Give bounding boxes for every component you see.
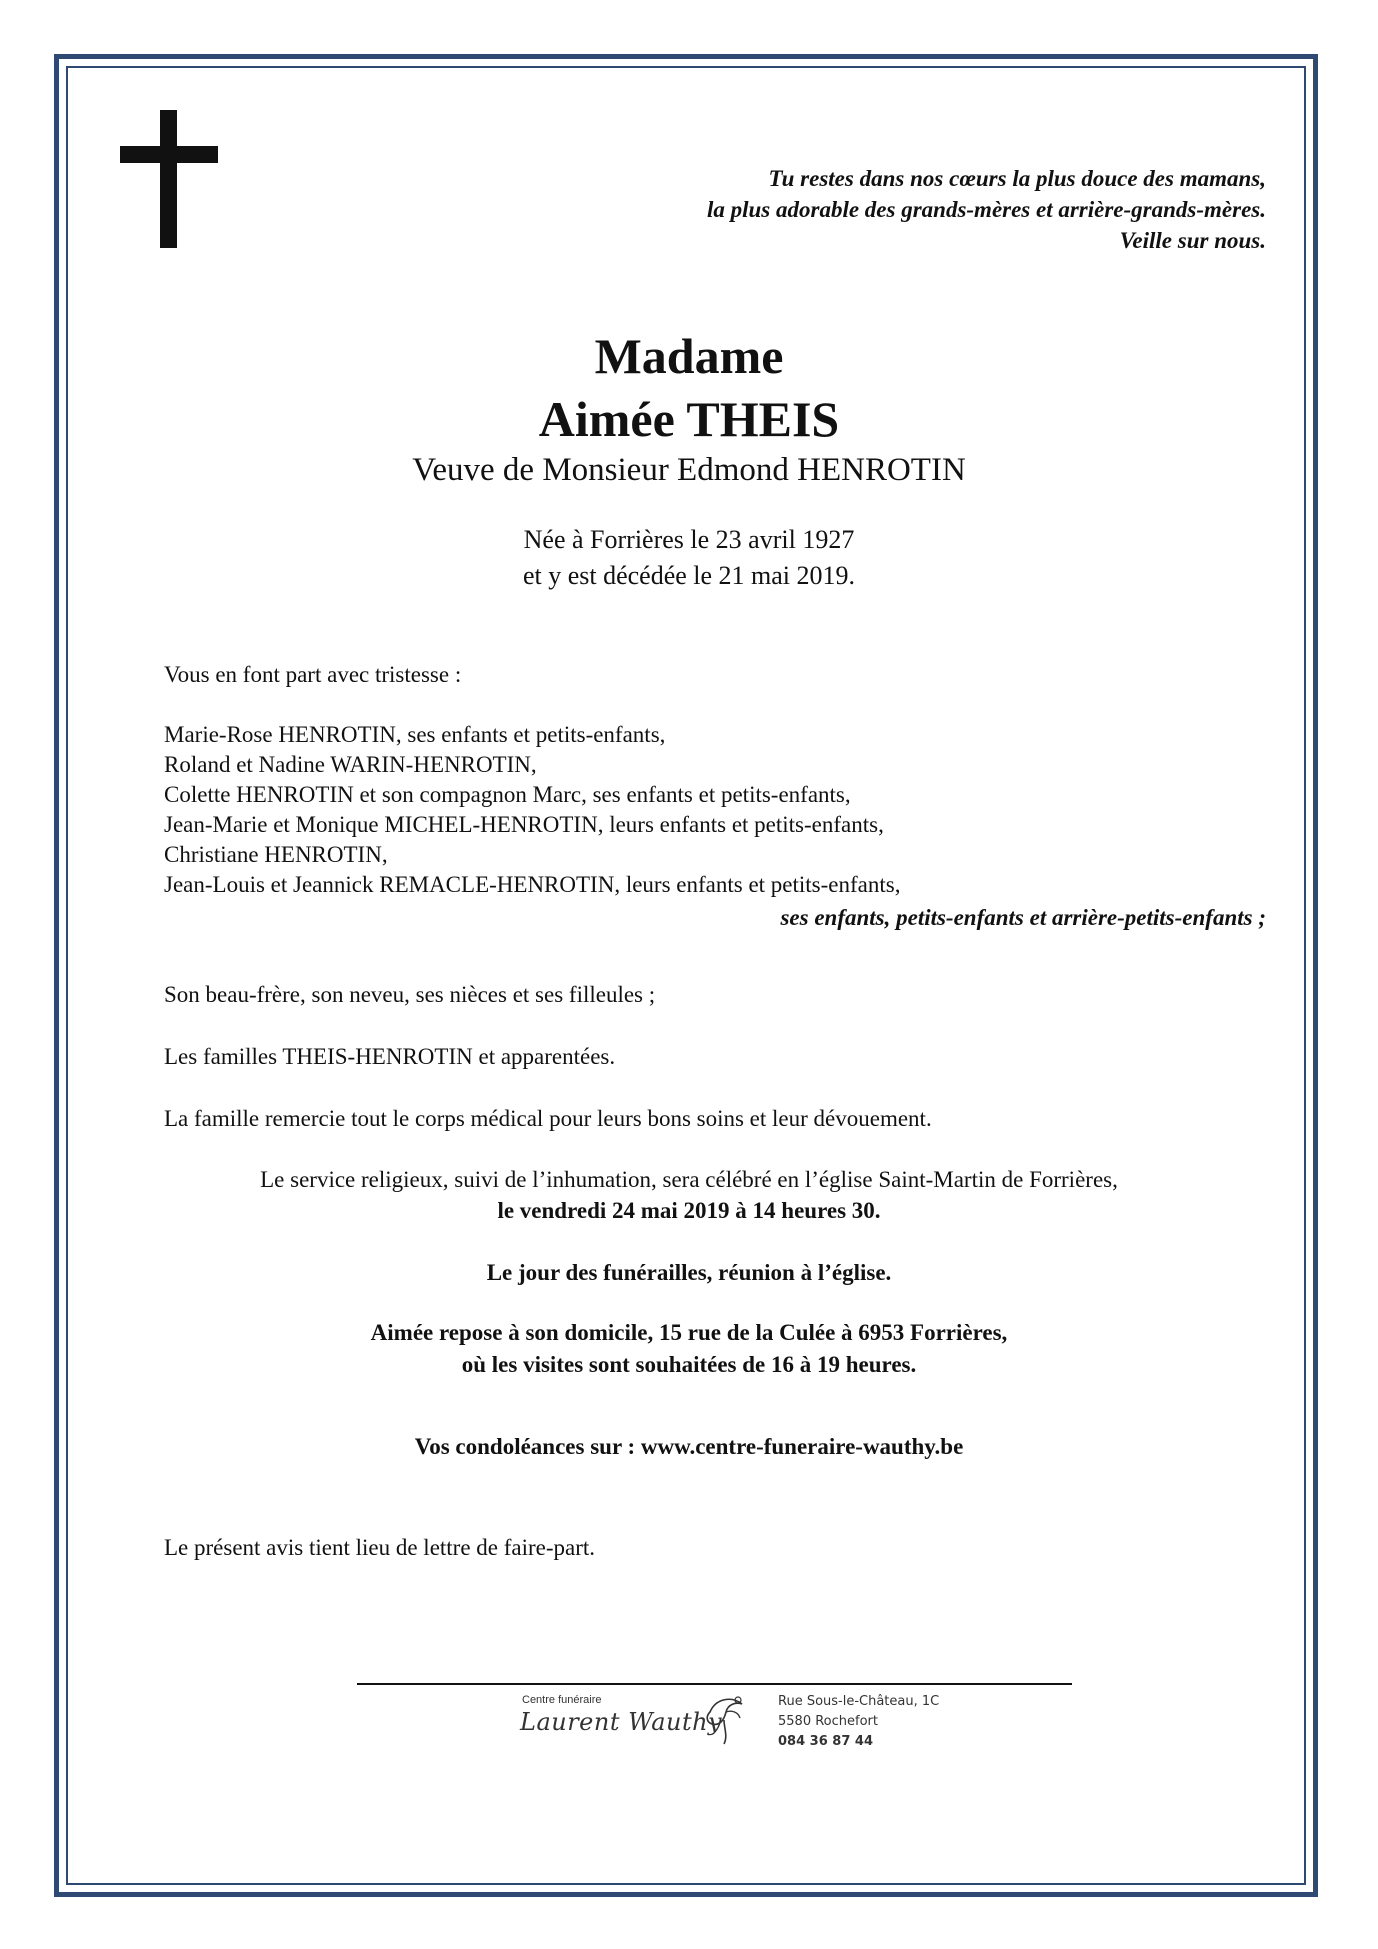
funeral-home-address (778, 1692, 939, 1752)
meeting-info: Le jour des funérailles, réunion à l’église. (486, 1260, 892, 1285)
logo-label: Centre funéraire (522, 1694, 602, 1706)
latin-cross-icon (120, 110, 218, 248)
death-info: et y est décédée le 21 mai 2019. (522, 561, 856, 590)
epigraph-line: la plus adorable des grands-mères et arrière-grands-mères. (706, 197, 1266, 222)
thanks-line: La famille remercie tout le corps médical pour leurs bons soins et leur dévouement. (164, 1106, 932, 1131)
family-line: Marie-Rose HENROTIN, ses enfants et petits-enfants, (164, 722, 666, 747)
epigraph (707, 163, 1266, 256)
families-line: Les familles THEIS-HENROTIN et apparentées. (164, 1044, 616, 1069)
family-closing: ses enfants, petits-enfants et arrière-petits-enfants ; (780, 905, 1266, 930)
repose-info: Aimée repose à son domicile, 15 rue de la Culée à 6953 Forrières, (370, 1320, 1008, 1345)
epigraph-line: Tu restes dans nos cœurs la plus douce des mamans, (768, 166, 1266, 191)
family-list (164, 720, 900, 900)
family-line: Jean-Marie et Monique MICHEL-HENROTIN, leurs enfants et petits-enfants, (164, 812, 884, 837)
announcement-intro: Vous en font part avec tristesse : (164, 662, 462, 687)
address-street: Rue Sous-le-Château, 1C (778, 1694, 940, 1709)
widow-of: Veuve de Monsieur Edmond HENROTIN (412, 452, 966, 488)
in-laws-line: Son beau-frère, son neveu, ses nièces et ses filleules ; (164, 982, 656, 1007)
condolences-link[interactable]: Vos condoléances sur : www.centre-funeraire-wauthy.be (414, 1434, 964, 1459)
family-line: Roland et Nadine WARIN-HENROTIN, (164, 752, 537, 777)
epigraph-line: Veille sur nous. (1119, 228, 1266, 253)
service-date: le vendredi 24 mai 2019 à 14 heures 30. (497, 1198, 881, 1223)
service-info: Le service religieux, suivi de l’inhumation, sera célébré en l’église Saint-Martin de Forrières, (260, 1167, 1118, 1192)
calla-lily-logo-icon (702, 1690, 752, 1746)
logo-script: Laurent Wauthy (520, 1708, 723, 1736)
birth-info: Née à Forrières le 23 avril 1927 (523, 525, 855, 554)
visiting-hours: où les visites sont souhaitées de 16 à 19 heures. (461, 1352, 917, 1377)
deceased-name: Aimée THEIS (538, 391, 840, 447)
address-city: 5580 Rochefort (778, 1714, 878, 1729)
footer-divider (357, 1683, 1072, 1685)
family-line: Colette HENROTIN et son compagnon Marc, ses enfants et petits-enfants, (164, 782, 851, 807)
notice-line: Le présent avis tient lieu de lettre de faire-part. (164, 1535, 596, 1560)
deceased-title: Madame (594, 328, 784, 384)
phone-number: 084 36 87 44 (778, 1734, 873, 1749)
family-line: Jean-Louis et Jeannick REMACLE-HENROTIN, leurs enfants et petits-enfants, (164, 872, 901, 897)
family-line: Christiane HENROTIN, (164, 842, 388, 867)
